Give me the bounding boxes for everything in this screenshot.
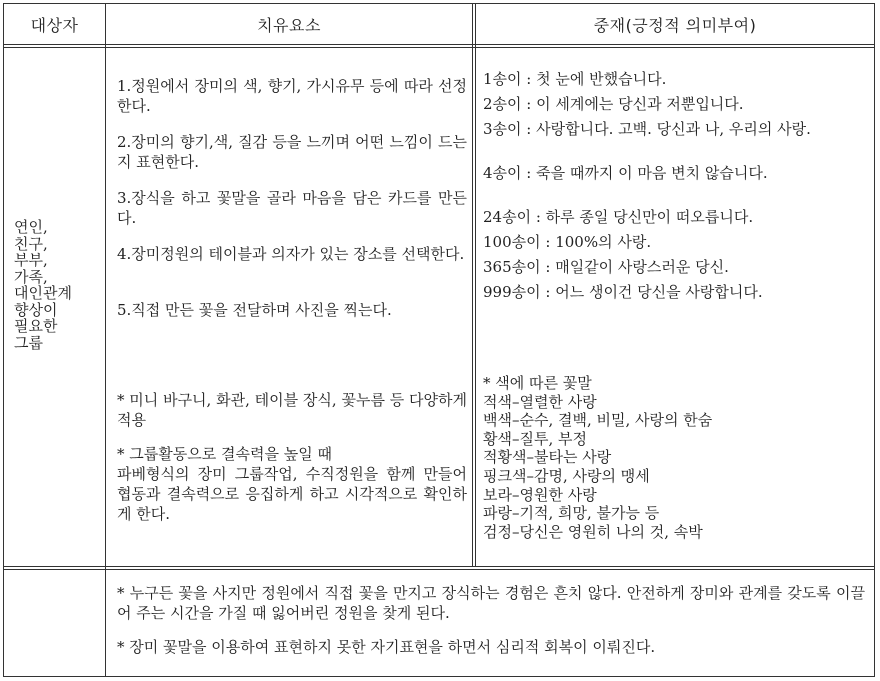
rose-count-item: 1송이 : 첫 눈에 반했습니다. [483, 70, 667, 88]
element-note-2-heading: * 그룹활동으로 결속력을 높일 때 [117, 445, 332, 463]
color-meanings [483, 374, 712, 541]
target-line: 대인관계 [14, 284, 72, 302]
element-step-4: 4.장미정원의 테이블과 의자가 있는 장소를 선택한다. [117, 245, 465, 263]
color-meaning-item: 백색–순수, 결백, 비밀, 사랑의 한숨 [483, 411, 713, 430]
color-meaning-item: 적색–열렬한 사랑 [483, 392, 597, 411]
rose-count-item: 999송이 : 어느 생이건 당신을 사랑합니다. [483, 283, 763, 301]
target-line: 친구, [14, 234, 48, 253]
target-line: 필요한 [14, 317, 58, 335]
color-meaning-item: 핑크색–감명, 사랑의 맹세 [483, 466, 650, 485]
color-meaning-item: 적황색–불타는 사랑 [483, 448, 612, 467]
color-meanings-heading: * 색에 따른 꽃말 [483, 374, 592, 392]
healing-elements [117, 76, 467, 524]
rose-count-item: 4송이 : 죽을 때까지 이 마음 변치 않습니다. [483, 164, 768, 182]
bottom-row-divider [4, 566, 874, 570]
element-step-1: 1.정원에서 장미의 색, 향기, 가시유무 등에 따라 선정한다. [117, 77, 467, 115]
mediation-column [483, 70, 868, 541]
rose-count-item: 365송이 : 매일같이 사랑스러운 당신. [483, 258, 729, 276]
target-line: 부부, [14, 251, 48, 269]
element-step-3: 3.장식을 하고 꽃말을 골라 마음을 담은 카드를 만든다. [117, 189, 467, 227]
target-line: 연인, [14, 218, 48, 236]
color-meaning-item: 보라–영원한 사랑 [483, 485, 597, 504]
rose-count-item: 2송이 : 이 세계에는 당신과 저뿐입니다. [483, 95, 744, 113]
col-divider-1 [105, 4, 106, 676]
element-note-1: * 미니 바구니, 화관, 테이블 장식, 꽃누름 등 다양하게 적용 [117, 391, 467, 429]
target-line: 그룹 [14, 333, 43, 352]
header-mediation: 중재(긍정적 의미부여) [593, 15, 757, 35]
element-step-5: 5.직접 만든 꽃을 전달하며 사진을 찍는다. [117, 301, 392, 319]
col-divider-2 [472, 4, 476, 567]
target-line: 가족, [14, 267, 48, 286]
header-target: 대상자 [30, 15, 79, 35]
color-meaning-item: 황색–질투, 부정 [483, 429, 587, 448]
bottom-notes [117, 583, 865, 657]
color-meaning-item: 파랑–기적, 희망, 불가능 등 [483, 504, 660, 523]
element-note-2-body: 파베형식의 장미 그룹작업, 수직정원을 함께 만들어 협동과 결속력으로 응집하게 하고 시각적으로 확인하게 한다. [117, 465, 467, 523]
element-step-2: 2.장미의 향기,색, 질감 등을 느끼며 어떤 느낌이 드는지 표현한다. [117, 133, 467, 171]
rose-count-item: 3송이 : 사랑합니다. 고백. 당신과 나, 우리의 사랑. [483, 120, 811, 138]
target-group [14, 219, 102, 351]
target-line: 향상이 [14, 300, 58, 319]
bottom-note-1: * 누구든 꽃을 사지만 정원에서 직접 꽃을 만지고 장식하는 경험은 흔치 않다. 안전하게 장미와 관계를 갖도록 이끌어 주는 시간을 가질 때 잃어버린 정원을 찾게 된다. [117, 584, 865, 622]
header-elements: 치유요소 [257, 15, 321, 35]
rose-count-item: 100송이 : 100%의 사랑. [483, 233, 652, 251]
bottom-note-2: * 장미 꽃말을 이용하여 표현하지 못한 자기표현을 하면서 심리적 회복이 이뤄진다. [117, 638, 656, 656]
rose-count-item: 24송이 : 하루 종일 당신만이 떠오릅니다. [483, 208, 754, 226]
color-meaning-item: 검정–당신은 영원히 나의 것, 속박 [483, 522, 703, 541]
